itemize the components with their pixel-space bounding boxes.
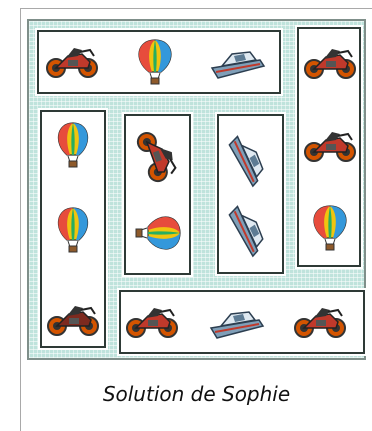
hot-air-balloon-icon [45,206,101,254]
motorcycle-icon [44,38,100,86]
motorcycle-icon [302,122,358,170]
hot-air-balloon-icon [45,121,101,169]
hot-air-balloon-icon [134,205,182,261]
speedboat-icon [210,38,266,86]
motorcycle-icon [302,39,358,87]
frame-top-line [20,8,372,9]
hot-air-balloon-icon [127,38,183,86]
motorcycle-icon [124,298,180,346]
motorcycle-icon [45,296,101,344]
frame-left-line [20,8,21,431]
speedboat-icon [209,298,265,346]
caption: Solution de Sophie [102,382,291,406]
hot-air-balloon-icon [302,204,358,252]
motorcycle-icon [292,298,348,346]
